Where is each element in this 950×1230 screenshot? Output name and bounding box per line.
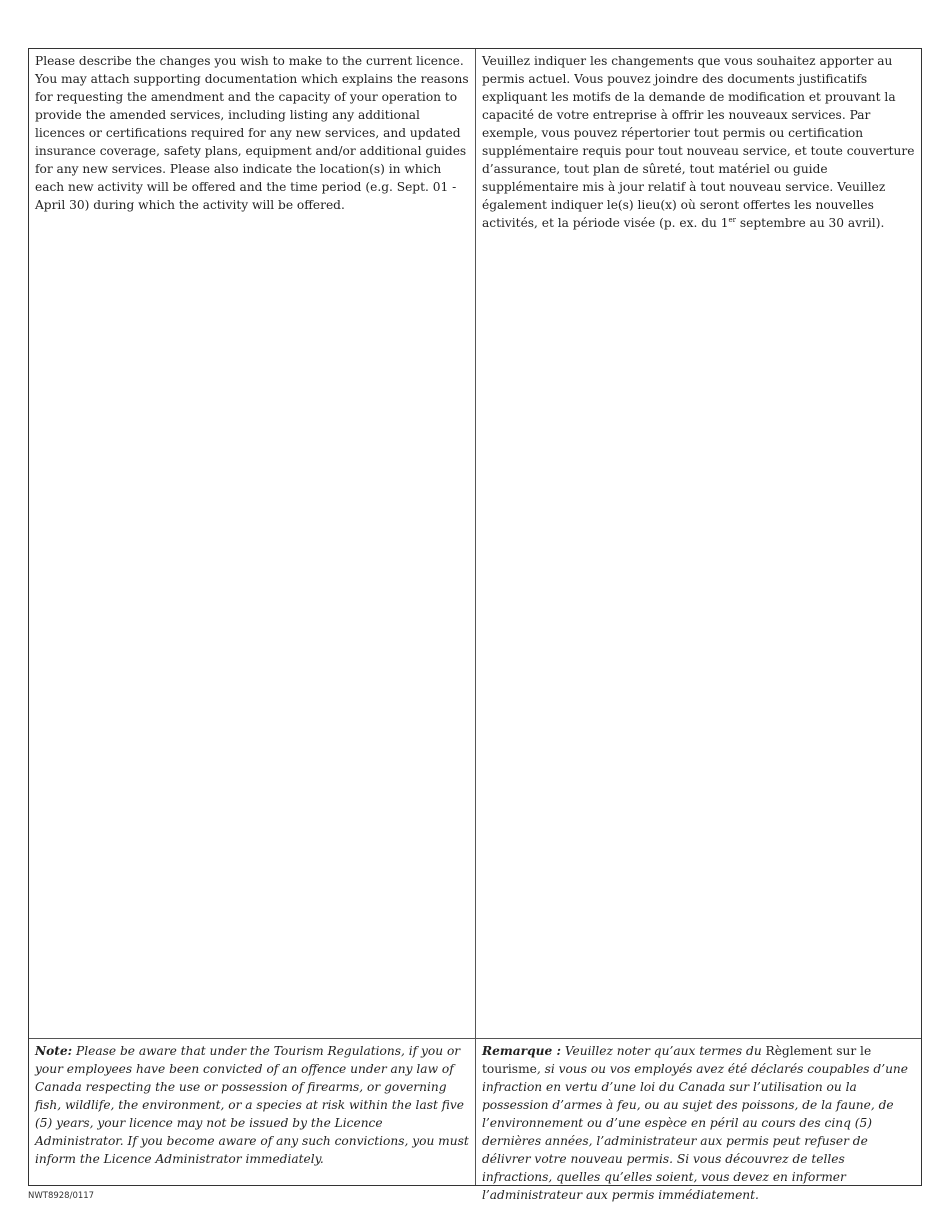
note-english-cell bbox=[29, 1039, 476, 1185]
note-french-intro: Veuillez noter qu’aux termes du bbox=[560, 1044, 766, 1058]
amendment-description-english-cell[interactable] bbox=[29, 49, 476, 1039]
form-code: NWT8928/0117 bbox=[28, 1191, 95, 1201]
note-french-label: Remarque : bbox=[482, 1044, 561, 1058]
note-french bbox=[482, 1042, 915, 1204]
amendment-instructions-french-text: Veuillez indiquer les changements que vous souhaitez apporter au permis actuel. Vous pouvez joindre des documents justificatifs expliquant les motifs de la demande de modification et prouvant la capacité de votre entreprise à offrir les nouveaux services. Par exemple, vous pouvez répertorier tout permis ou certification supplémentaire requis pour tout nouveau service, et toute couverture d’assurance, tout plan de sûreté, tout matériel ou guide supplémentaire mis à jour relatif à tout nouveau service. Veuillez également indiquer le(s) lieu(x) où seront offertes les nouvelles activités, et la période visée (p. ex. du 1 bbox=[482, 54, 915, 230]
amendment-instructions-french-end: septembre au 30 avril). bbox=[736, 216, 885, 230]
amendment-description-french-cell[interactable] bbox=[476, 49, 921, 1039]
note-english bbox=[35, 1042, 469, 1168]
note-french-cell bbox=[476, 1039, 921, 1202]
note-english-text: Please be aware that under the Tourism Regulations, if you or your employees have been convicted of an offence under any law of Canada respecting the use or possession of firearms, or governing fish, wildlife, the environment, or a species at risk within the last five (5) years, your licence may not be issued by the Licence Administrator. If you become aware of any such convictions, you must inform the Licence Administrator immediately. bbox=[35, 1044, 469, 1166]
note-french-text: , si vous ou vos employés avez été déclarés coupables d’une infraction en vertu d’une loi du Canada sur l’utilisation ou la possession d’armes à feu, ou au sujet des poissons, de la faune, de l’environnement ou d’une espèce en péril au cours des cinq (5) dernières années, l’administrateur aux permis peut refuser de délivrer votre nouveau permis. Si vous découvrez de telles infractions, quelles qu’elles soient, vous devez en informer l’administrateur aux permis immédiatement. bbox=[482, 1062, 908, 1202]
note-english-label: Note: bbox=[35, 1044, 73, 1058]
note-french-regulation-name: Règlement sur le tourisme bbox=[482, 1044, 872, 1076]
amendment-instructions-french bbox=[482, 52, 915, 232]
amendment-instructions-english: Please describe the changes you wish to make to the current licence. You may attach supporting documentation which explains the reasons for requesting the amendment and the capacity of your operation to provide the amended services, including listing any additional licences or certifications required for any new services, and updated insurance coverage, safety plans, equipment and/or additional guides for any new services. Please also indicate the location(s) in which each new activity will be offered and the time period (e.g. Sept. 01 - April 30) during which the activity will be offered. bbox=[35, 54, 469, 212]
ordinal-superscript: er bbox=[728, 215, 737, 224]
